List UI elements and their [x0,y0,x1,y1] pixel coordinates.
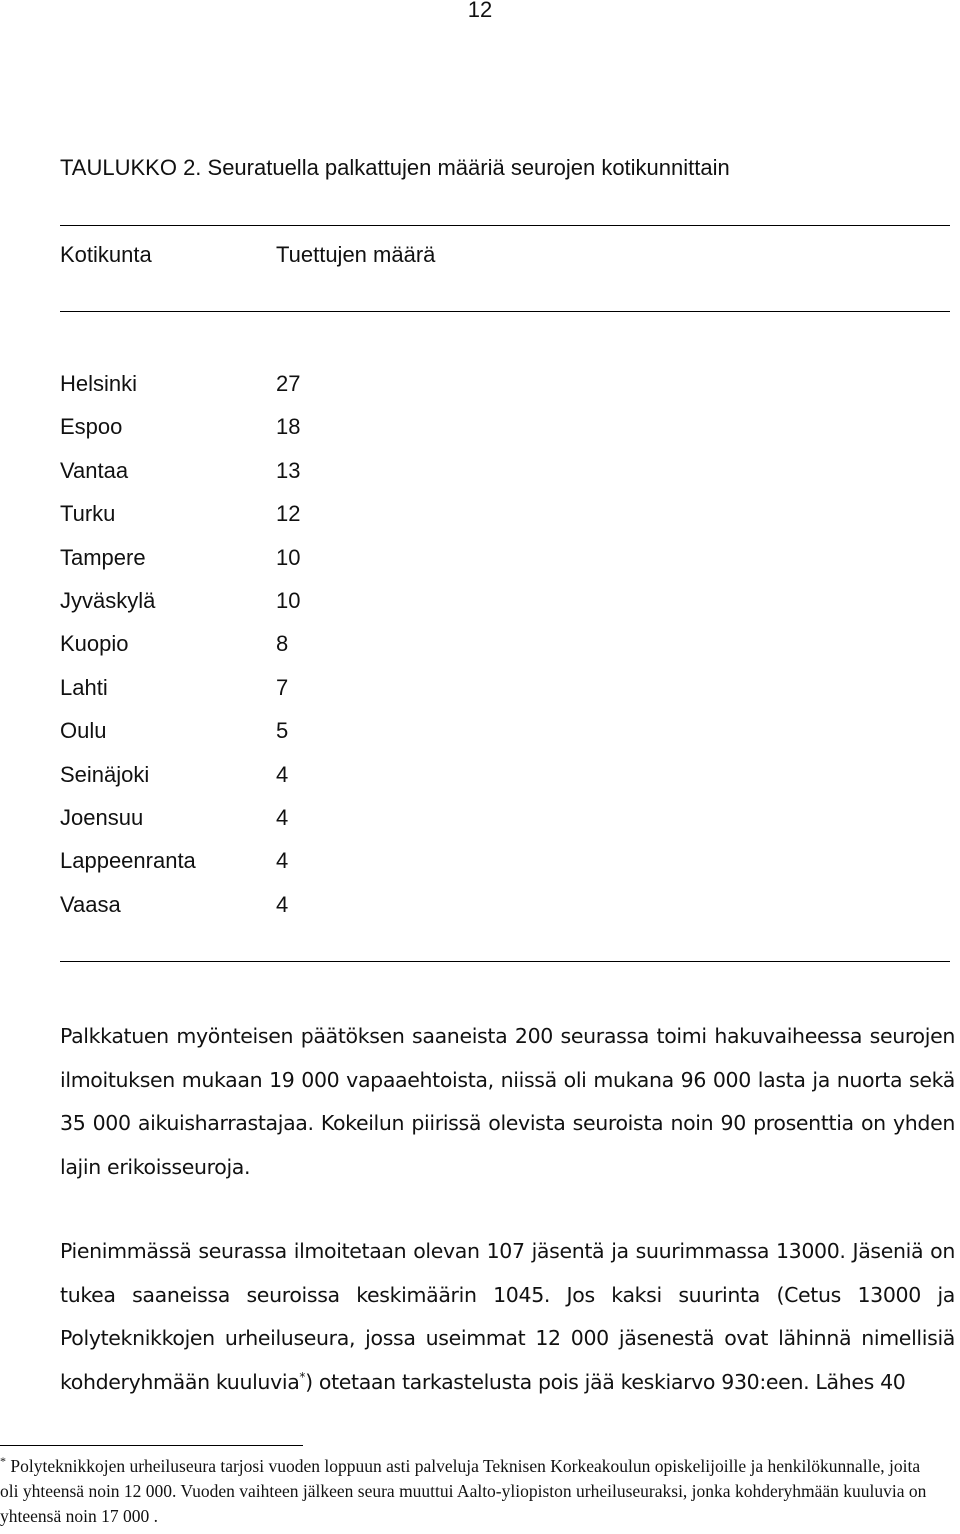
table-row [60,804,460,847]
column-header-tuettujen-maara: Tuettujen määrä [276,242,436,267]
table-body [60,370,460,934]
table-row [60,457,460,500]
count-cell: 8 [276,631,289,657]
table-row [60,674,460,717]
count-cell: 10 [276,544,301,570]
paragraph-2-text-end: ) otetaan tarkastelusta pois jää keskiarvo 930:een. Lähes 40 [305,1369,906,1394]
city-cell: Vantaa [60,457,129,483]
table-row [60,630,460,673]
city-cell: Turku [60,501,116,527]
footnote-text: Polyteknikkojen urheiluseura tarjosi vuoden loppuun asti palveluja Teknisen Korkeakoulun opiskelijoille ja henkilökunnalle, joita oli yhteensä noin 12 000. Vuoden vaihteen jälkeen seura muuttui Aalto-yliopiston urheiluseuraksi, jonka kohderyhmään kuuluvia on yhteensä noin 17 000 . [0,1456,927,1526]
table-row [60,544,460,587]
table-caption: TAULUKKO 2. Seuratuella palkattujen määriä seurojen kotikunnittain [60,155,730,180]
count-cell: 10 [276,587,301,613]
city-cell: Kuopio [60,631,129,657]
footnote-separator [0,1445,303,1446]
table-row [60,587,460,630]
count-cell: 7 [276,674,289,700]
table-header-rule [60,311,950,312]
city-cell: Vaasa [60,891,121,917]
city-cell: Jyväskylä [60,587,156,613]
city-cell: Oulu [60,718,107,744]
table-bottom-rule [60,961,950,962]
city-cell: Helsinki [60,371,138,396]
table-top-rule [60,225,950,226]
table-row [60,370,460,413]
table-row [60,500,460,543]
table-row [60,413,460,456]
table-row [60,891,460,934]
count-cell: 4 [276,848,289,874]
count-cell: 5 [276,718,289,744]
city-cell: Seinäjoki [60,761,150,787]
paragraph-2-text-start: Pienimmässä seurassa ilmoitetaan olevan 107 jäsentä ja suurimmassa 13000. Jäseniä on tukea saaneissa seuroissa keskimäärin 1045. Jos kaksi suurinta (Cetus 13000 ja Polyteknikkojen urheiluseura, jossa useimmat 12 000 jäsenestä ovat lähinnä nimellisiä kohderyhmään kuuluvia [60,1239,955,1394]
count-cell: 4 [276,891,289,917]
column-header-kotikunta: Kotikunta [60,242,152,267]
table-row [60,847,460,890]
table-row [60,717,460,760]
city-cell: Lahti [60,674,108,700]
count-cell: 13 [276,457,301,483]
count-cell: 4 [276,761,289,787]
footnote-marker: * [0,1454,6,1469]
body-paragraph-1: Palkkatuen myönteisen päätöksen saaneista 200 seurassa toimi hakuvaiheessa seurojen ilmoituksen mukaan 19 000 vapaaehtoista, niissä oli mukana 96 000 lasta ja nuorta sekä 35 000 aikuisharrastajaa. Kokeilun piirissä olevista seuroista noin 90 prosenttia on yhden lajin erikoisseuroja. [60,1024,955,1179]
city-cell: Tampere [60,544,146,570]
city-cell: Lappeenranta [60,848,196,874]
count-cell: 27 [276,371,301,396]
city-cell: Joensuu [60,804,144,830]
count-cell: 4 [276,804,289,830]
count-cell: 12 [276,501,301,527]
footnote [0,1454,940,1529]
count-cell: 18 [276,414,301,440]
table-row [60,761,460,804]
page-number: 12 [467,0,493,22]
city-cell: Espoo [60,414,123,440]
footnote-reference-marker: * [299,1369,306,1384]
body-paragraph-2 [60,1230,955,1404]
